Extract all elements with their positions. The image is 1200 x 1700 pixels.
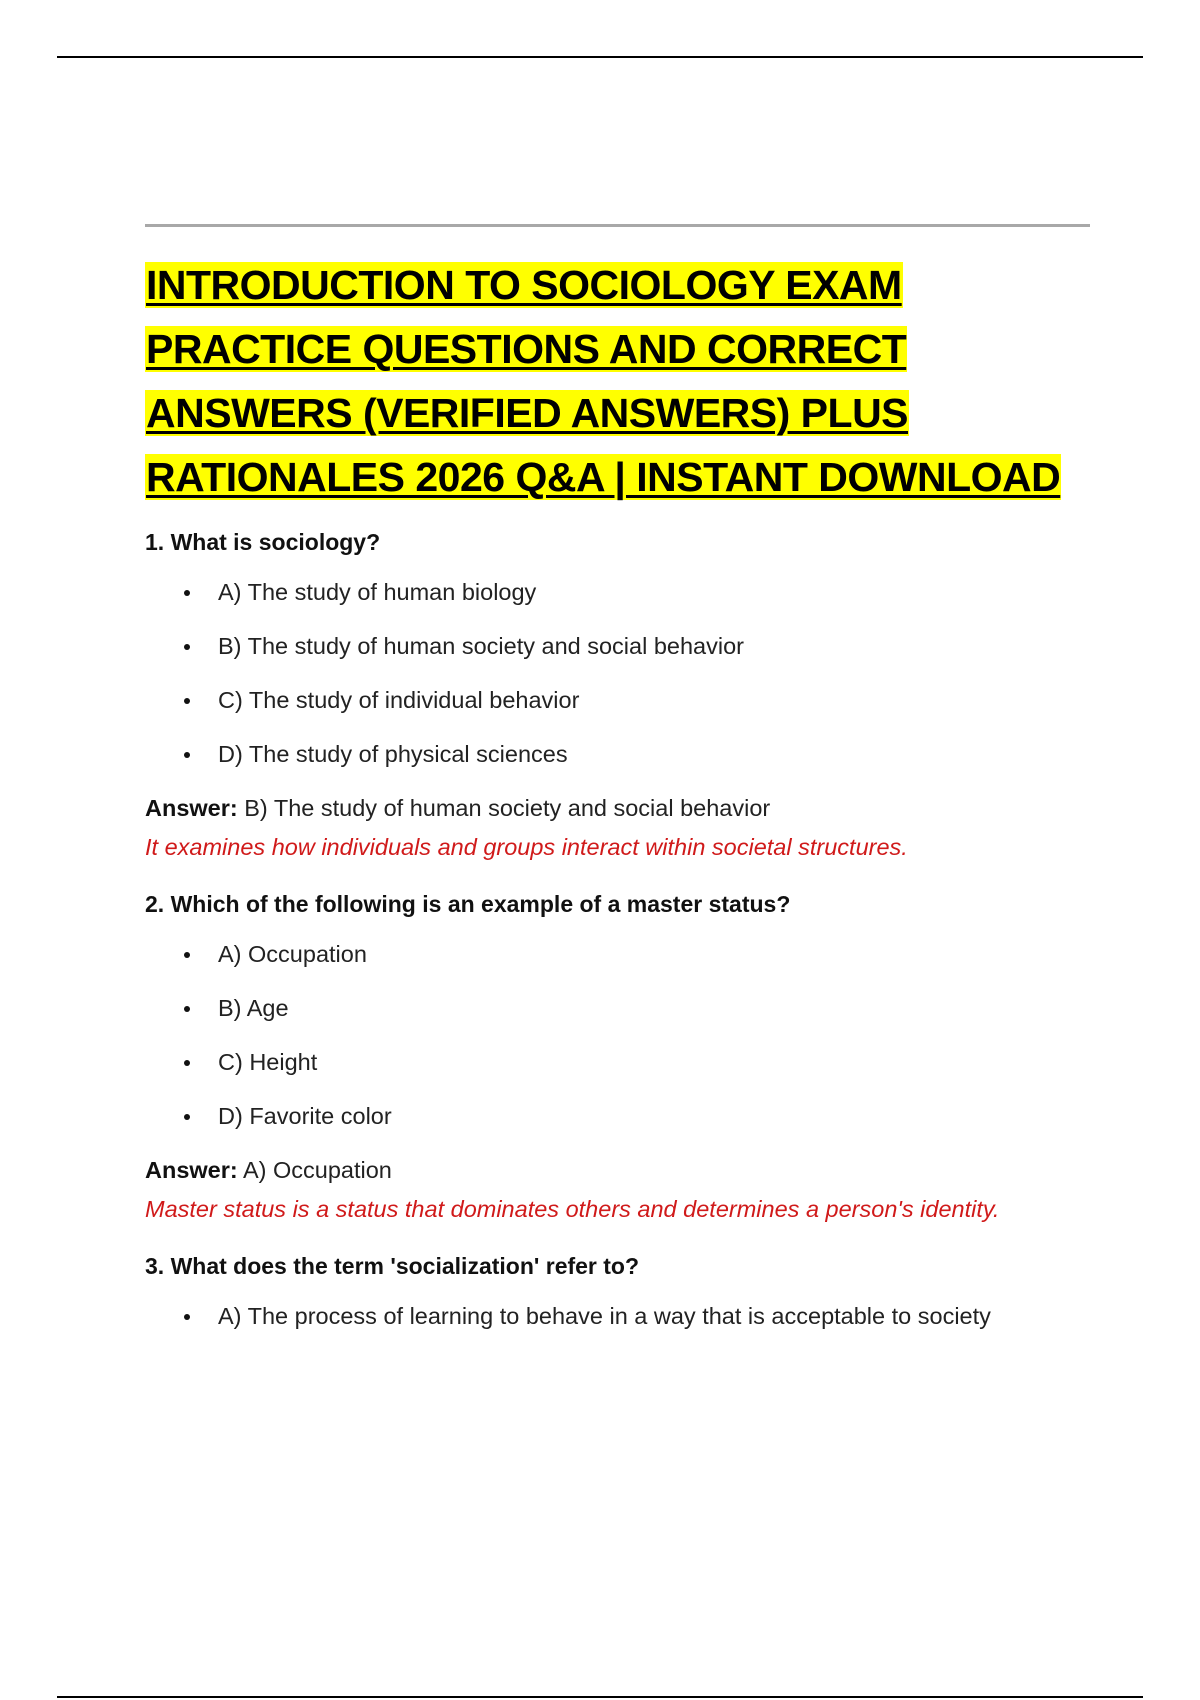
answer-label: Answer: [145, 795, 238, 821]
answer-line [145, 793, 1105, 823]
option-item: B) Age [145, 993, 1105, 1023]
bottom-rule [57, 1696, 1143, 1698]
option-item: A) Occupation [145, 939, 1105, 969]
option-item: D) The study of physical sciences [145, 739, 1105, 769]
option-item: A) The study of human biology [145, 577, 1105, 607]
option-item: B) The study of human society and social behavior [145, 631, 1105, 661]
question-text: 2. Which of the following is an example of a master status? [145, 891, 791, 917]
question-block-1 [145, 527, 1105, 865]
question-block-2 [145, 889, 1105, 1227]
document-title-text: INTRODUCTION TO SOCIOLOGY EXAM PRACTICE QUESTIONS AND CORRECT ANSWERS (VERIFIED ANSWERS) PLUS RATIONALES 2026 Q&A | INSTANT DOWNLOAD [146, 262, 1061, 500]
question-block-3 [145, 1251, 1105, 1331]
option-list [145, 577, 1105, 769]
answer-label: Answer: [145, 1157, 238, 1183]
option-item: C) Height [145, 1047, 1105, 1077]
answer-text: B) The study of human society and social behavior [244, 795, 771, 821]
option-list [145, 939, 1105, 1131]
header-divider [145, 224, 1090, 227]
answer-line [145, 1155, 1105, 1185]
option-list [145, 1301, 1105, 1331]
option-item: C) The study of individual behavior [145, 685, 1105, 715]
rationale-text: Master status is a status that dominates others and determines a person's identity. [145, 1196, 1000, 1222]
top-rule [57, 56, 1143, 58]
question-text: 1. What is sociology? [145, 529, 381, 555]
rationale-text: It examines how individuals and groups interact within societal structures. [145, 834, 908, 860]
option-item: D) Favorite color [145, 1101, 1105, 1131]
document-body [145, 253, 1105, 1355]
document-title [145, 253, 1105, 509]
option-item: A) The process of learning to behave in a way that is acceptable to society [145, 1301, 1105, 1331]
answer-text: A) Occupation [242, 1157, 392, 1183]
question-text: 3. What does the term 'socialization' refer to? [145, 1253, 640, 1279]
